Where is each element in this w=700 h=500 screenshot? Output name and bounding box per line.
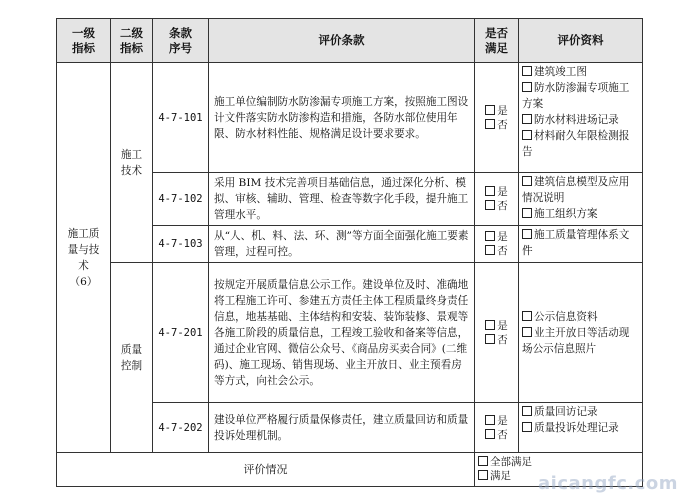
checkbox[interactable] bbox=[522, 229, 532, 239]
summary-label: 评价情况 bbox=[57, 453, 475, 487]
checkbox[interactable] bbox=[522, 130, 532, 140]
material-item: 防水材料进场记录 bbox=[522, 112, 639, 128]
summary-options: 全部满足 满足 bbox=[475, 453, 643, 487]
material-item: 施工质量管理体系文件 bbox=[522, 229, 630, 257]
material-item: 施工组织方案 bbox=[522, 206, 639, 222]
checkbox-yes[interactable] bbox=[485, 415, 495, 425]
checkbox-yes[interactable] bbox=[485, 320, 495, 330]
checkbox[interactable] bbox=[522, 114, 532, 124]
level2-indicator-quality-control: 质量 控制 bbox=[111, 263, 153, 453]
material-item: 建筑信息模型及应用情况说明 bbox=[522, 176, 630, 204]
checkbox-yes[interactable] bbox=[485, 231, 495, 241]
material-item: 建筑竣工图 bbox=[522, 64, 639, 80]
checkbox[interactable] bbox=[522, 406, 532, 416]
satisfied-options: 是 否 bbox=[475, 226, 519, 263]
satisfied-options: 是 否 bbox=[475, 63, 519, 173]
checkbox-all-satisfied[interactable] bbox=[478, 456, 488, 466]
header-satisfied: 是否 满足 bbox=[475, 19, 519, 63]
materials-list bbox=[519, 263, 643, 403]
criteria-text: 从“人、机、料、法、环、测”等方面全面强化施工要素管理，过程可控。 bbox=[209, 226, 475, 263]
satisfied-options: 是 否 bbox=[475, 173, 519, 226]
materials-list bbox=[519, 63, 643, 173]
level1-indicator: 施工质 量与技 术 （6） bbox=[57, 63, 111, 453]
checkbox-yes[interactable] bbox=[485, 105, 495, 115]
checkbox[interactable] bbox=[522, 422, 532, 432]
material-item: 质量投诉处理记录 bbox=[522, 420, 639, 436]
table-row bbox=[57, 63, 643, 173]
checkbox-no[interactable] bbox=[485, 334, 495, 344]
watermark: aicangfc.com bbox=[538, 473, 678, 494]
header-row bbox=[57, 19, 643, 63]
header-level2: 二级 指标 bbox=[111, 19, 153, 63]
checkbox-yes[interactable] bbox=[485, 186, 495, 196]
header-materials: 评价资料 bbox=[519, 19, 643, 63]
checkbox[interactable] bbox=[522, 66, 532, 76]
clause-number: 4-7-102 bbox=[153, 173, 209, 226]
checkbox[interactable] bbox=[522, 327, 532, 337]
clause-number: 4-7-103 bbox=[153, 226, 209, 263]
criteria-text: 建设单位严格履行质量保修责任，建立质量回访和质量投诉处理机制。 bbox=[209, 403, 475, 453]
materials-list bbox=[519, 403, 643, 453]
evaluation-table bbox=[56, 18, 643, 487]
checkbox-no[interactable] bbox=[485, 429, 495, 439]
header-level1: 一级 指标 bbox=[57, 19, 111, 63]
clause-number: 4-7-202 bbox=[153, 403, 209, 453]
material-item: 业主开放日等活动现场公示信息照片 bbox=[522, 326, 630, 355]
header-clause-no: 条款 序号 bbox=[153, 19, 209, 63]
checkbox[interactable] bbox=[522, 82, 532, 92]
table-row bbox=[57, 263, 643, 403]
checkbox-no[interactable] bbox=[485, 245, 495, 255]
checkbox[interactable] bbox=[522, 176, 532, 186]
checkbox-no[interactable] bbox=[485, 119, 495, 129]
checkbox-satisfied[interactable] bbox=[478, 470, 488, 480]
materials-list bbox=[519, 226, 643, 263]
material-item: 质量回访记录 bbox=[522, 404, 639, 420]
criteria-text: 施工单位编制防水防渗漏专项施工方案，按照施工图设计文件落实防水防渗构造和措施，各防水部位使用年限、防水材料性能、规格满足设计要求要求。 bbox=[209, 63, 475, 173]
checkbox[interactable] bbox=[522, 208, 532, 218]
satisfied-options: 是 否 bbox=[475, 403, 519, 453]
header-criteria: 评价条款 bbox=[209, 19, 475, 63]
material-item: 公示信息资料 bbox=[522, 309, 639, 325]
clause-number: 4-7-201 bbox=[153, 263, 209, 403]
criteria-text: 采用 BIM 技术完善项目基础信息，通过深化分析、模拟、审核、辅助、管理、检查等数字化手段，提升施工管理水平。 bbox=[209, 173, 475, 226]
material-item: 防水防渗漏专项施工方案 bbox=[522, 82, 630, 110]
material-item: 材料耐久年限检测报告 bbox=[522, 130, 630, 158]
clause-number: 4-7-101 bbox=[153, 63, 209, 173]
checkbox-no[interactable] bbox=[485, 200, 495, 210]
checkbox[interactable] bbox=[522, 311, 532, 321]
criteria-text: 按规定开展质量信息公示工作。建设单位及时、准确地将工程施工许可、参建五方责任主体工程质量终身责任信息，地基基础、主体结构和安装、装饰装修、景观等各施工阶段的质量信息，工程竣工验收和备案等信息，通过企业官网、微信公众号、《商品房买卖合同》(二维码)、施工现场、销售现场、业主开放日、业主预看房等方式，向社会公示。 bbox=[209, 263, 475, 403]
satisfied-options: 是 否 bbox=[475, 263, 519, 403]
level2-indicator-construction-tech: 施工 技术 bbox=[111, 63, 153, 263]
materials-list bbox=[519, 173, 643, 226]
